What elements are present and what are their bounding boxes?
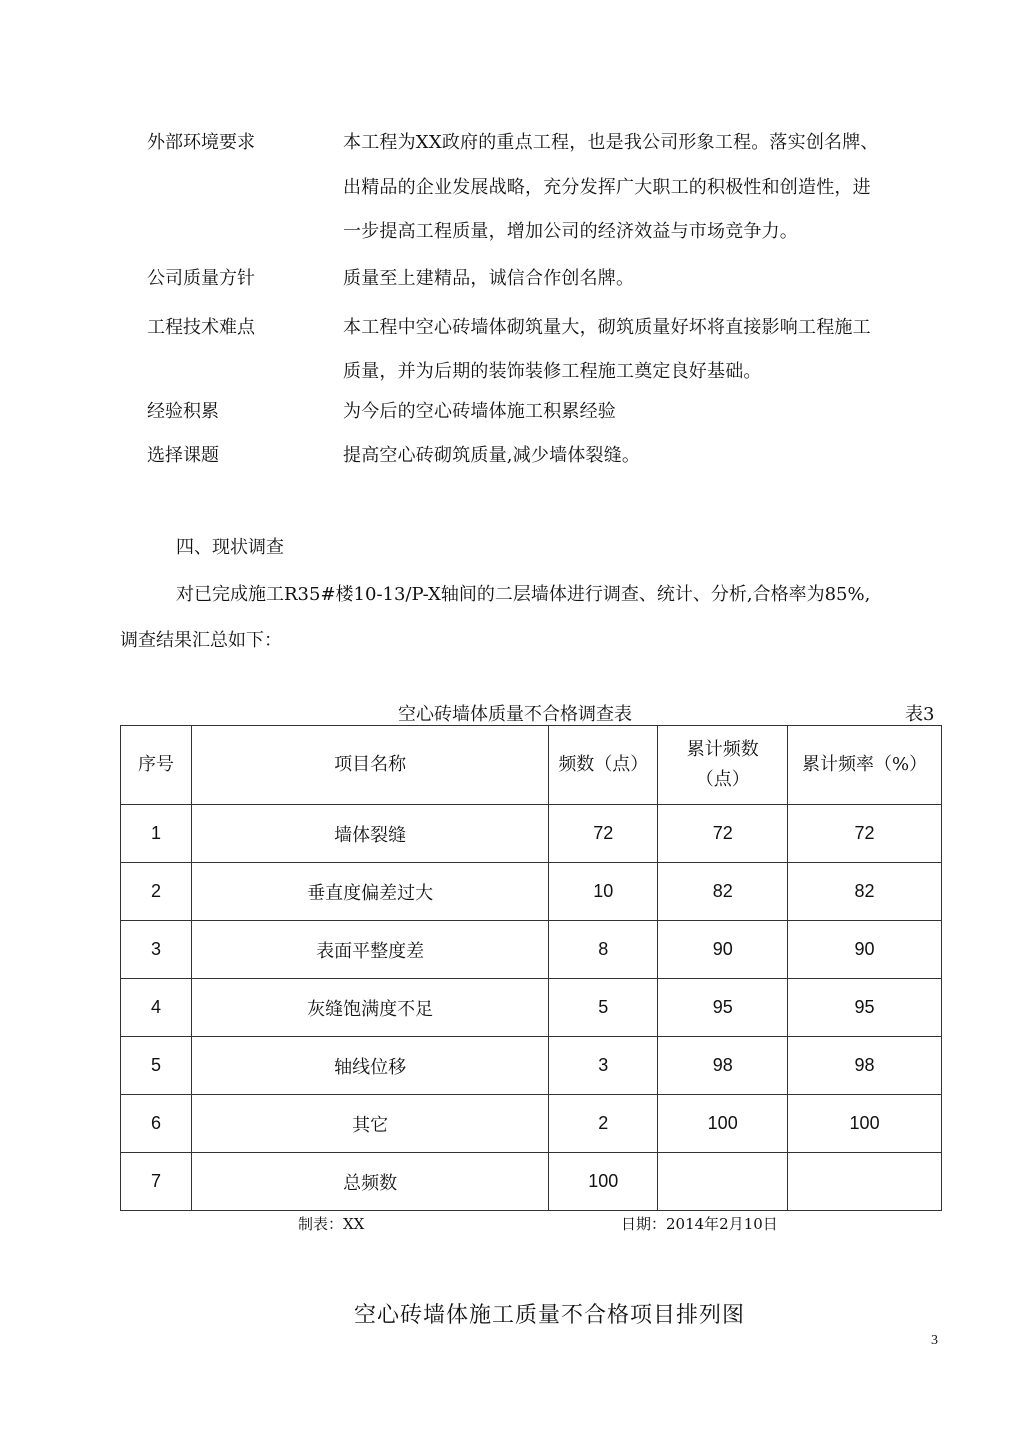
table-header-row (121, 726, 942, 805)
info-text-line: 本工程为XX政府的重点工程，也是我公司形象工程。落实创名牌、 (343, 132, 879, 153)
header-frequency: 频数（点） (549, 726, 658, 805)
cell-no: 6 (121, 1095, 192, 1153)
cell-cum-rate: 90 (788, 921, 942, 979)
section-paragraph-line: 对已完成施工R35#楼10-13/P-X轴间的二层墙体进行调查、统计、分析,合格率为85%, (176, 584, 871, 605)
cell-cum-freq: 95 (658, 979, 788, 1037)
info-label-external-environment: 外部环境要求 (147, 132, 255, 153)
cell-freq: 10 (549, 863, 658, 921)
info-text-line: 一步提高工程质量，增加公司的经济效益与市场竞争力。 (343, 221, 798, 242)
cell-freq: 5 (549, 979, 658, 1037)
info-text-line: 为今后的空心砖墙体施工积累经验 (343, 401, 616, 422)
cell-freq: 100 (549, 1153, 658, 1211)
info-text-line: 出精品的企业发展战略，充分发挥广大职工的积极性和创造性，进 (343, 177, 871, 198)
survey-table (120, 725, 942, 1211)
cell-cum-freq: 72 (658, 805, 788, 863)
cell-freq: 3 (549, 1037, 658, 1095)
cell-no: 7 (121, 1153, 192, 1211)
header-cumulative-frequency (658, 726, 788, 805)
table-row (121, 863, 942, 921)
cell-freq: 2 (549, 1095, 658, 1153)
cell-no: 4 (121, 979, 192, 1037)
cell-cum-rate: 82 (788, 863, 942, 921)
info-label-experience: 经验积累 (147, 401, 219, 422)
info-text-line: 提高空心砖砌筑质量,减少墙体裂缝。 (343, 445, 641, 466)
cell-name: 表面平整度差 (191, 921, 548, 979)
table-maker: 制表：XX (298, 1215, 365, 1233)
table-row (121, 805, 942, 863)
info-label-quality-policy: 公司质量方针 (147, 268, 255, 289)
info-label-topic: 选择课题 (147, 445, 219, 466)
cell-no: 2 (121, 863, 192, 921)
header-no: 序号 (121, 726, 192, 805)
page-number: 3 (931, 1333, 938, 1348)
table-row (121, 921, 942, 979)
cell-no: 3 (121, 921, 192, 979)
cell-cum-freq: 100 (658, 1095, 788, 1153)
cell-cum-rate: 100 (788, 1095, 942, 1153)
section-paragraph-line: 调查结果汇总如下： (120, 630, 282, 651)
table-row (121, 1095, 942, 1153)
cell-cum-freq: 98 (658, 1037, 788, 1095)
cell-cum-freq: 82 (658, 863, 788, 921)
header-item-name: 项目名称 (191, 726, 548, 805)
header-cumulative-frequency-line1: 累计频数 (686, 739, 759, 760)
table-number: 表3 (905, 704, 935, 725)
cell-cum-rate: 95 (788, 979, 942, 1037)
cell-freq: 72 (549, 805, 658, 863)
figure-title: 空心砖墙体施工质量不合格项目排列图 (354, 1303, 746, 1328)
cell-name: 灰缝饱满度不足 (191, 979, 548, 1037)
cell-name: 墙体裂缝 (191, 805, 548, 863)
info-text-line: 本工程中空心砖墙体砌筑量大，砌筑质量好坏将直接影响工程施工 (343, 317, 871, 338)
table-row-total (121, 1153, 942, 1211)
cell-freq: 8 (549, 921, 658, 979)
cell-name: 总频数 (191, 1153, 548, 1211)
cell-no: 1 (121, 805, 192, 863)
cell-cum-freq (658, 1153, 788, 1211)
info-label-technical-difficulty: 工程技术难点 (147, 317, 255, 338)
info-text-line: 质量，并为后期的装饰装修工程施工奠定良好基础。 (343, 361, 762, 382)
cell-cum-freq: 90 (658, 921, 788, 979)
header-cumulative-frequency-line2: （点） (695, 769, 750, 790)
cell-name: 轴线位移 (191, 1037, 548, 1095)
section-heading: 四、现状调查 (176, 537, 284, 558)
cell-cum-rate: 98 (788, 1037, 942, 1095)
cell-cum-rate (788, 1153, 942, 1211)
table-caption: 空心砖墙体质量不合格调查表 (398, 704, 632, 725)
cell-no: 5 (121, 1037, 192, 1095)
cell-name: 其它 (191, 1095, 548, 1153)
cell-name: 垂直度偏差过大 (191, 863, 548, 921)
info-text-line: 质量至上建精品，诚信合作创名牌。 (343, 268, 635, 289)
table-date: 日期：2014年2月10日 (621, 1215, 778, 1233)
header-cumulative-rate: 累计频率（%） (788, 726, 942, 805)
table-row (121, 979, 942, 1037)
cell-cum-rate: 72 (788, 805, 942, 863)
table-row (121, 1037, 942, 1095)
